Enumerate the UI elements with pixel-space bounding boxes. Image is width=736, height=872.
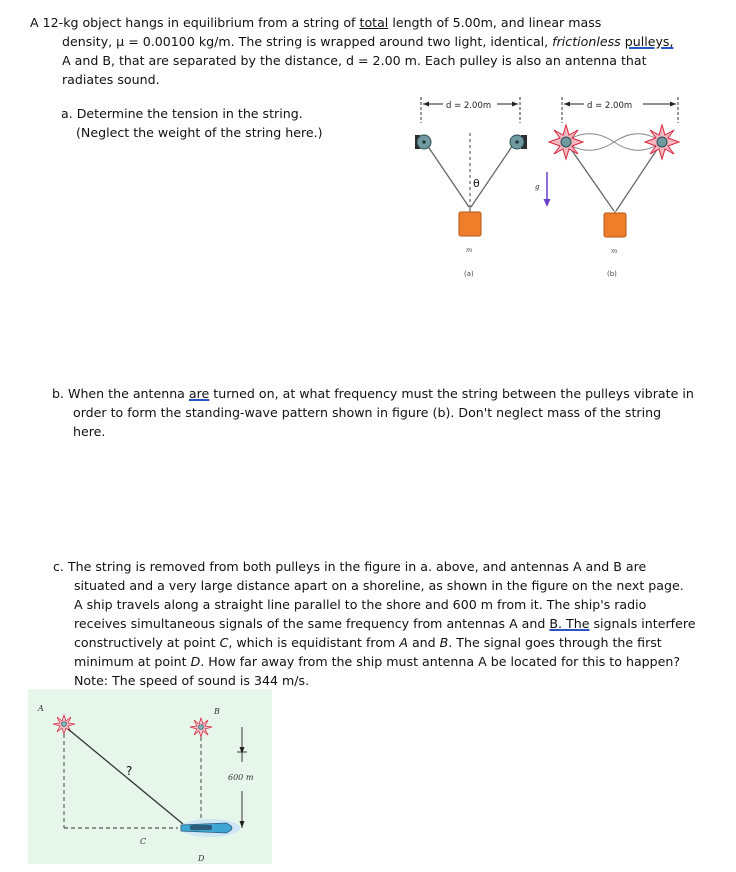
part-c-l4-bthe: B. The xyxy=(549,616,590,631)
distance-600m-label: 600 m xyxy=(228,773,254,782)
gravity-label: g xyxy=(535,183,540,191)
part-c-line-7: Note: The speed of sound is 344 m/s. xyxy=(74,673,310,688)
part-c-line-2: situated and a very large distance apart on a shoreline, as shown in the figure on the next page. xyxy=(74,578,684,593)
part-c-l5-b: , which is equidistant from xyxy=(228,635,400,650)
shoreline-figure xyxy=(28,689,274,867)
intro-l1-total: total xyxy=(359,15,389,30)
intro-line-1 xyxy=(30,13,601,32)
label-b: B xyxy=(214,707,220,716)
label-c: C xyxy=(140,837,147,846)
theta-label: θ xyxy=(473,177,480,190)
part-c-l6-a: minimum at point xyxy=(74,654,191,669)
caption-b: (b) xyxy=(607,270,617,278)
part-c-l4-b: signals interfere xyxy=(589,616,696,631)
part-c-l6-D: D xyxy=(190,654,201,669)
intro-line-3: A and B, that are separated by the distance, d = 2.00 m. Each pulley is also an antenna that xyxy=(62,53,647,68)
antenna-b-burst-icon xyxy=(645,125,679,159)
part-c-line-4 xyxy=(74,614,695,633)
caption-a: (a) xyxy=(464,270,474,278)
part-c-l5-d: . The signal goes through the first xyxy=(448,635,662,650)
mass-label-b: m xyxy=(611,247,618,255)
unknown-distance-label: ? xyxy=(126,764,133,778)
pulley-b-icon xyxy=(510,135,527,149)
mass-label-a: m xyxy=(466,246,473,254)
part-c-l5-c: C xyxy=(219,635,229,650)
part-b-l1-b: turned on, at what frequency must the string between the pulleys vibrate in xyxy=(209,386,694,401)
intro-l1-a: A 12-kg object hangs in equilibrium from a string of xyxy=(30,15,360,30)
part-c-line-6 xyxy=(74,652,680,671)
dimension-label-a: d = 2.00m xyxy=(446,101,492,111)
part-c-l5-and: and xyxy=(407,635,440,650)
part-c-l5-A: A xyxy=(399,635,408,650)
ship-icon xyxy=(180,819,240,837)
part-c-line-5 xyxy=(74,633,662,652)
part-a-line-2: (Neglect the weight of the string here.) xyxy=(76,125,323,140)
part-c-l4-a: receives simultaneous signals of the same frequency from antennas A and xyxy=(74,616,550,631)
pulley-figure xyxy=(415,93,715,278)
label-a: A xyxy=(38,704,44,713)
label-d: D xyxy=(198,854,205,863)
pulley-a-icon xyxy=(415,135,431,149)
intro-l2-a: density, μ = 0.00100 kg/m. The string is wrapped around two light, identical, xyxy=(62,34,553,49)
intro-line-2 xyxy=(62,32,673,51)
antenna-a-burst-icon xyxy=(549,125,583,159)
part-c-line-3: A ship travels along a straight line parallel to the shore and 600 m from it. The ship's radio xyxy=(74,597,647,612)
part-a-line-1: a. Determine the tension in the string. xyxy=(61,106,303,121)
part-b-line-3: here. xyxy=(73,424,106,439)
dimension-label-b: d = 2.00m xyxy=(587,101,633,111)
hanging-mass-b-icon xyxy=(604,213,626,237)
hanging-mass-a-icon xyxy=(459,212,481,236)
part-c-l5-B: B xyxy=(439,635,449,650)
intro-l1-b: length of 5.00m, and linear mass xyxy=(388,15,602,30)
part-c-l6-b: . How far away from the ship must antenna A be located for this to happen? xyxy=(200,654,681,669)
part-c-l5-a: constructively at point xyxy=(74,635,220,650)
intro-line-4: radiates sound. xyxy=(62,72,160,87)
part-c-line-1: c. The string is removed from both pulleys in the figure in a. above, and antennas A and B are xyxy=(53,559,647,574)
part-b-l1-a: b. When the antenna xyxy=(52,386,189,401)
part-b-line-1 xyxy=(52,384,694,403)
part-b-l1-are: are xyxy=(188,386,210,401)
intro-l2-pulleys: pulleys, xyxy=(624,34,674,49)
part-b-line-2: order to form the standing-wave pattern shown in figure (b). Don't neglect mass of the string xyxy=(73,405,662,420)
intro-l2-frictionless: frictionless xyxy=(552,34,621,49)
